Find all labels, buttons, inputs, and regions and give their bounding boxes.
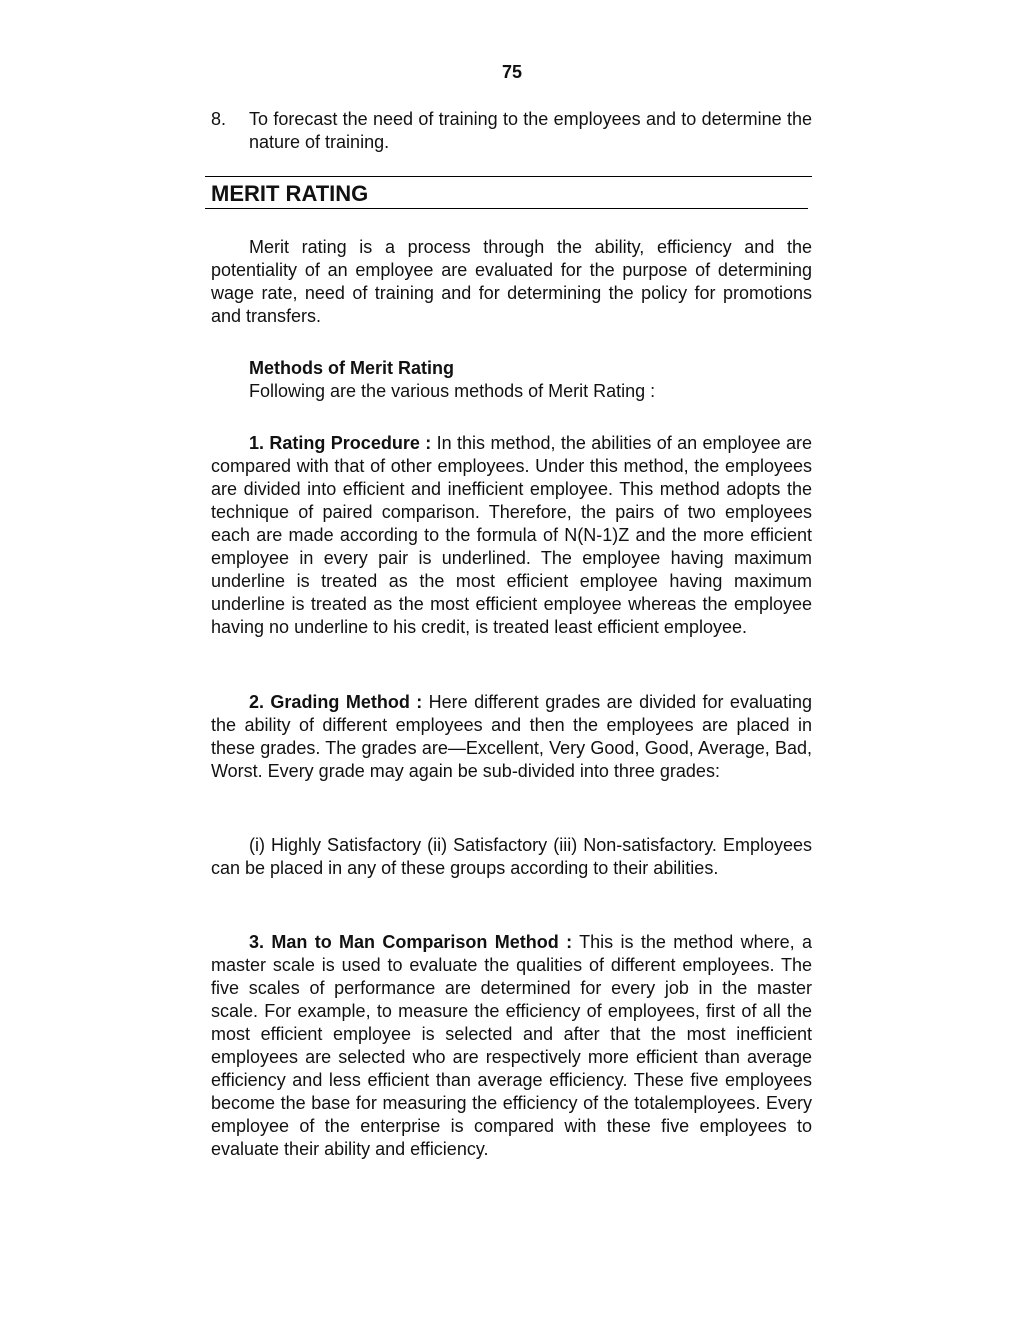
list-item: [211, 108, 812, 154]
method-3-text: This is the method where, a master scale is used to evaluate the qualities of different employees. The five scales of performance are determined for every job in the master scale. For example, to measure the efficiency of employees, first of all the most efficient employee is selected and after that the most inefficient employees are selected who are respectively more efficient than average efficiency and less efficient than average efficiency. These five employees become the base for measuring the efficiency of the totalemployees. Every employee of the enterprise is compared with these five employees to evaluate their ability and efficiency.: [211, 932, 812, 1159]
method-3-label: 3. Man to Man Comparison Method :: [249, 932, 573, 952]
method-2-text: Here different grades are divided for evaluating the ability of different employees and then the employees are placed in these grades. The grades are—Excellent, Very Good, Good, Average, Bad, Worst. Every grade may again be sub-divided into three grades:: [211, 692, 812, 781]
section-heading: MERIT RATING: [211, 181, 369, 206]
list-item-text: To forecast the need of training to the employees and to determine the nature of training.: [249, 109, 812, 152]
methods-lead-text: Following are the various methods of Merit Rating :: [249, 381, 656, 401]
intro-paragraph: Merit rating is a process through the ability, efficiency and the potentiality of an employee are evaluated for the purpose of determining wage rate, need of training and for determining the policy for promotions and transfers.: [211, 237, 812, 326]
grades-paragraph: (i) Highly Satisfactory (ii) Satisfactory (iii) Non-satisfactory. Employees can be placed in any of these groups according to their abilities.: [211, 835, 812, 878]
method-3-paragraph: [211, 931, 812, 1161]
method-1-paragraph: [211, 432, 812, 639]
page-number: 75: [501, 62, 523, 82]
method-1-label: 1. Rating Procedure :: [249, 433, 432, 453]
method-1-text: In this method, the abilities of an employee are compared with that of other employees. Under this method, the employees are divided into efficient and inefficient employee. This method adopts the technique of paired comparison. Therefore, the pairs of two employees each are made according to the formula of N(N-1)Z and the more efficient employee in every pair is underlined. The employee having maximum underline is treated as the most efficient employee having maximum underline is treated as the most efficient employee whereas the employee having no underline to his credit, is treated least efficient employee.: [211, 433, 813, 637]
list-item-number: 8.: [211, 109, 227, 129]
methods-subheading: [249, 357, 812, 403]
heading-rule-bottom: [205, 208, 808, 209]
method-2-paragraph: [211, 691, 812, 783]
methods-title: Methods of Merit Rating: [249, 358, 454, 378]
method-2-label: 2. Grading Method :: [249, 692, 423, 712]
heading-rule-top: [205, 176, 812, 177]
